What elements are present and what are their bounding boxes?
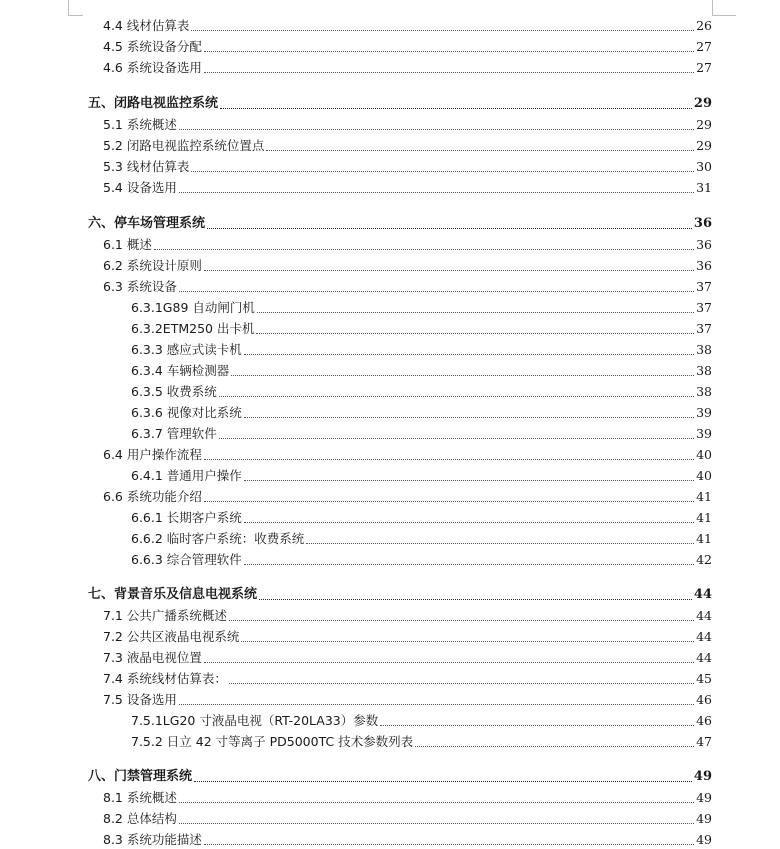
toc-section-entry[interactable]: [103, 628, 712, 646]
toc-dot-leader: [194, 780, 692, 782]
toc-subsection-entry[interactable]: [131, 530, 712, 548]
toc-entry-label: 8.3 系统功能描述: [103, 832, 202, 847]
toc-section-entry[interactable]: [103, 446, 712, 464]
toc-page-number: 46: [696, 713, 712, 728]
toc-page-number: 41: [696, 489, 712, 504]
toc-section-entry[interactable]: [103, 607, 712, 625]
toc-dot-leader: [154, 248, 694, 250]
toc-subsection-entry[interactable]: [131, 362, 712, 380]
toc-page-number: 38: [696, 384, 712, 399]
toc-entry-label: 6.3.1G89 自动闸门机: [131, 300, 255, 315]
toc-entry-label: 6.3 系统设备: [103, 279, 177, 294]
toc-page-number: 44: [696, 650, 712, 665]
toc-section-entry[interactable]: [103, 278, 712, 296]
toc-section-entry[interactable]: [103, 59, 712, 77]
toc-page-number: 38: [696, 363, 712, 378]
toc-subsection-entry[interactable]: [131, 551, 712, 569]
toc-subsection-entry[interactable]: [131, 425, 712, 443]
toc-entry-label: 7.5.2 日立 42 寸等离子 PD5000TC 技术参数列表: [131, 734, 414, 749]
toc-dot-leader: [244, 521, 694, 523]
toc-dot-leader: [204, 843, 694, 845]
toc-entry-label: 八、门禁管理系统: [88, 769, 193, 784]
toc-dot-leader: [204, 458, 694, 460]
toc-dot-leader: [231, 374, 694, 376]
toc-dot-leader: [244, 353, 694, 355]
toc-dot-leader: [256, 332, 694, 334]
toc-entry-label: 6.3.2ETM250 出卡机: [131, 321, 255, 336]
toc-dot-leader: [219, 395, 694, 397]
toc-section-entry[interactable]: [103, 691, 712, 709]
toc-page-number: 31: [696, 180, 712, 195]
toc-dot-leader: [219, 437, 694, 439]
toc-page-number: 40: [696, 447, 712, 462]
toc-dot-leader: [415, 745, 694, 747]
toc-dot-leader: [179, 703, 694, 705]
toc-dot-leader: [229, 619, 694, 621]
toc-entry-label: 6.6.2 临时客户系统：收费系统: [131, 531, 305, 546]
toc-dot-leader: [179, 191, 694, 193]
toc-dot-leader: [244, 563, 694, 565]
toc-section-entry[interactable]: [103, 17, 712, 35]
toc-entry-label: 5.2 闭路电视监控系统位置点: [103, 138, 265, 153]
toc-section-entry[interactable]: [103, 831, 712, 849]
toc-entry-label: 5.3 线材估算表: [103, 159, 190, 174]
toc-page-number: 29: [696, 117, 712, 132]
toc-page-number: 39: [696, 426, 712, 441]
toc-entry-label: 4.5 系统设备分配: [103, 39, 202, 54]
toc-page-number: 44: [693, 587, 712, 602]
toc-page-number: 44: [696, 629, 712, 644]
toc-entry-label: 6.3.4 车辆检测器: [131, 363, 230, 378]
toc-page-number: 37: [696, 279, 712, 294]
toc-entry-label: 6.4.1 普通用户操作: [131, 468, 242, 483]
toc-entry-label: 7.2 公共区液晶电视系统: [103, 629, 240, 644]
toc-dot-leader: [191, 29, 694, 31]
toc-page-number: 30: [696, 159, 712, 174]
toc-page-number: 49: [693, 769, 712, 784]
toc-entry-label: 七、背景音乐及信息电视系统: [88, 587, 258, 602]
toc-dot-leader: [204, 500, 694, 502]
toc-entry-label: 6.3.5 收费系统: [131, 384, 217, 399]
toc-dot-leader: [179, 290, 694, 292]
toc-page-number: 29: [696, 138, 712, 153]
toc-section-entry[interactable]: [103, 137, 712, 155]
toc-page-number: 49: [696, 832, 712, 847]
toc-section-entry[interactable]: [103, 38, 712, 56]
toc-entry-label: 8.2 总体结构: [103, 811, 177, 826]
toc-page-number: 37: [696, 300, 712, 315]
toc-page-number: 27: [696, 39, 712, 54]
toc-dot-leader: [191, 170, 694, 172]
toc-subsection-entry[interactable]: [131, 712, 712, 730]
toc-entry-label: 6.2 系统设计原则: [103, 258, 202, 273]
toc-subsection-entry[interactable]: [131, 341, 712, 359]
toc-chapter-entry[interactable]: [88, 586, 712, 604]
toc-page-number: 41: [696, 510, 712, 525]
toc-section-entry[interactable]: [103, 649, 712, 667]
toc-entry-label: 4.4 线材估算表: [103, 18, 190, 33]
toc-entry-label: 6.6 系统功能介绍: [103, 489, 202, 504]
toc-dot-leader: [244, 479, 694, 481]
toc-entry-label: 五、闭路电视监控系统: [88, 96, 219, 111]
toc-entry-label: 6.3.6 视像对比系统: [131, 405, 242, 420]
toc-dot-leader: [179, 801, 694, 803]
toc-dot-leader: [204, 661, 694, 663]
toc-subsection-entry[interactable]: [131, 320, 712, 338]
toc-subsection-entry[interactable]: [131, 383, 712, 401]
toc-entry-label: 6.6.3 综合管理软件: [131, 552, 242, 567]
toc-subsection-entry[interactable]: [131, 299, 712, 317]
toc-dot-leader: [259, 598, 692, 600]
toc-entry-label: 5.4 设备选用: [103, 180, 177, 195]
toc-entry-label: 6.4 用户操作流程: [103, 447, 202, 462]
toc-section-entry[interactable]: [103, 179, 712, 197]
toc-subsection-entry[interactable]: [131, 509, 712, 527]
toc-page-number: 41: [696, 531, 712, 546]
toc-page-number: 47: [696, 734, 712, 749]
toc-page-number: 36: [696, 258, 712, 273]
toc-dot-leader: [204, 71, 694, 73]
toc-page-number: 38: [696, 342, 712, 357]
toc-page-number: 42: [696, 552, 712, 567]
toc-entry-label: 7.3 液晶电视位置: [103, 650, 202, 665]
toc-dot-leader: [179, 128, 694, 130]
toc-section-entry[interactable]: [103, 236, 712, 254]
toc-section-entry[interactable]: [103, 810, 712, 828]
toc-entry-label: 6.3.3 感应式读卡机: [131, 342, 242, 357]
toc-dot-leader: [179, 822, 694, 824]
toc-page-number: 45: [696, 671, 712, 686]
toc-entry-label: 7.4 系统线材估算表：: [103, 671, 227, 686]
toc-entry-label: 6.1 概述: [103, 237, 152, 252]
toc-section-entry[interactable]: [103, 789, 712, 807]
toc-section-entry[interactable]: [103, 488, 712, 506]
toc-entry-label: 6.3.7 管理软件: [131, 426, 217, 441]
toc-chapter-entry[interactable]: [88, 768, 712, 786]
toc-dot-leader: [204, 269, 694, 271]
toc-page-number: 40: [696, 468, 712, 483]
toc-page-number: 44: [696, 608, 712, 623]
toc-dot-leader: [266, 149, 694, 151]
toc-section-entry[interactable]: [103, 116, 712, 134]
toc-dot-leader: [244, 416, 694, 418]
toc-entry-label: 7.5 设备选用: [103, 692, 177, 707]
toc-page-number: 26: [696, 18, 712, 33]
toc-section-entry[interactable]: [103, 158, 712, 176]
toc-entry-label: 5.1 系统概述: [103, 117, 177, 132]
toc-section-entry[interactable]: [103, 670, 712, 688]
toc-page-number: 46: [696, 692, 712, 707]
toc-chapter-entry[interactable]: [88, 95, 712, 113]
toc-page-number: 37: [696, 321, 712, 336]
toc-page-number: 36: [696, 237, 712, 252]
toc-subsection-entry[interactable]: [131, 733, 712, 751]
toc-entry-label: 8.1 系统概述: [103, 790, 177, 805]
toc-dot-leader: [220, 107, 692, 109]
toc-page-number: 39: [696, 405, 712, 420]
toc-subsection-entry[interactable]: [131, 404, 712, 422]
toc-entry-label: 4.6 系统设备选用: [103, 60, 202, 75]
toc-dot-leader: [207, 227, 692, 229]
toc-page-number: 29: [693, 96, 712, 111]
toc-dot-leader: [241, 640, 694, 642]
toc-dot-leader: [257, 311, 694, 313]
toc-page-number: 49: [696, 811, 712, 826]
toc-page-number: 27: [696, 60, 712, 75]
toc-page-number: 49: [696, 790, 712, 805]
toc-chapter-entry[interactable]: [88, 215, 712, 233]
toc-entry-label: 7.5.1LG20 寸液晶电视（RT-20LA33）参数: [131, 713, 379, 728]
toc-entry-label: 六、停车场管理系统: [88, 216, 206, 231]
toc-page-number: 36: [693, 216, 712, 231]
toc-subsection-entry[interactable]: [131, 467, 712, 485]
toc-entry-label: 6.6.1 长期客户系统: [131, 510, 242, 525]
toc-dot-leader: [204, 50, 694, 52]
toc-entry-label: 7.1 公共广播系统概述: [103, 608, 227, 623]
toc-dot-leader: [306, 542, 694, 544]
toc-dot-leader: [229, 682, 694, 684]
toc-section-entry[interactable]: [103, 257, 712, 275]
toc-dot-leader: [380, 724, 694, 726]
